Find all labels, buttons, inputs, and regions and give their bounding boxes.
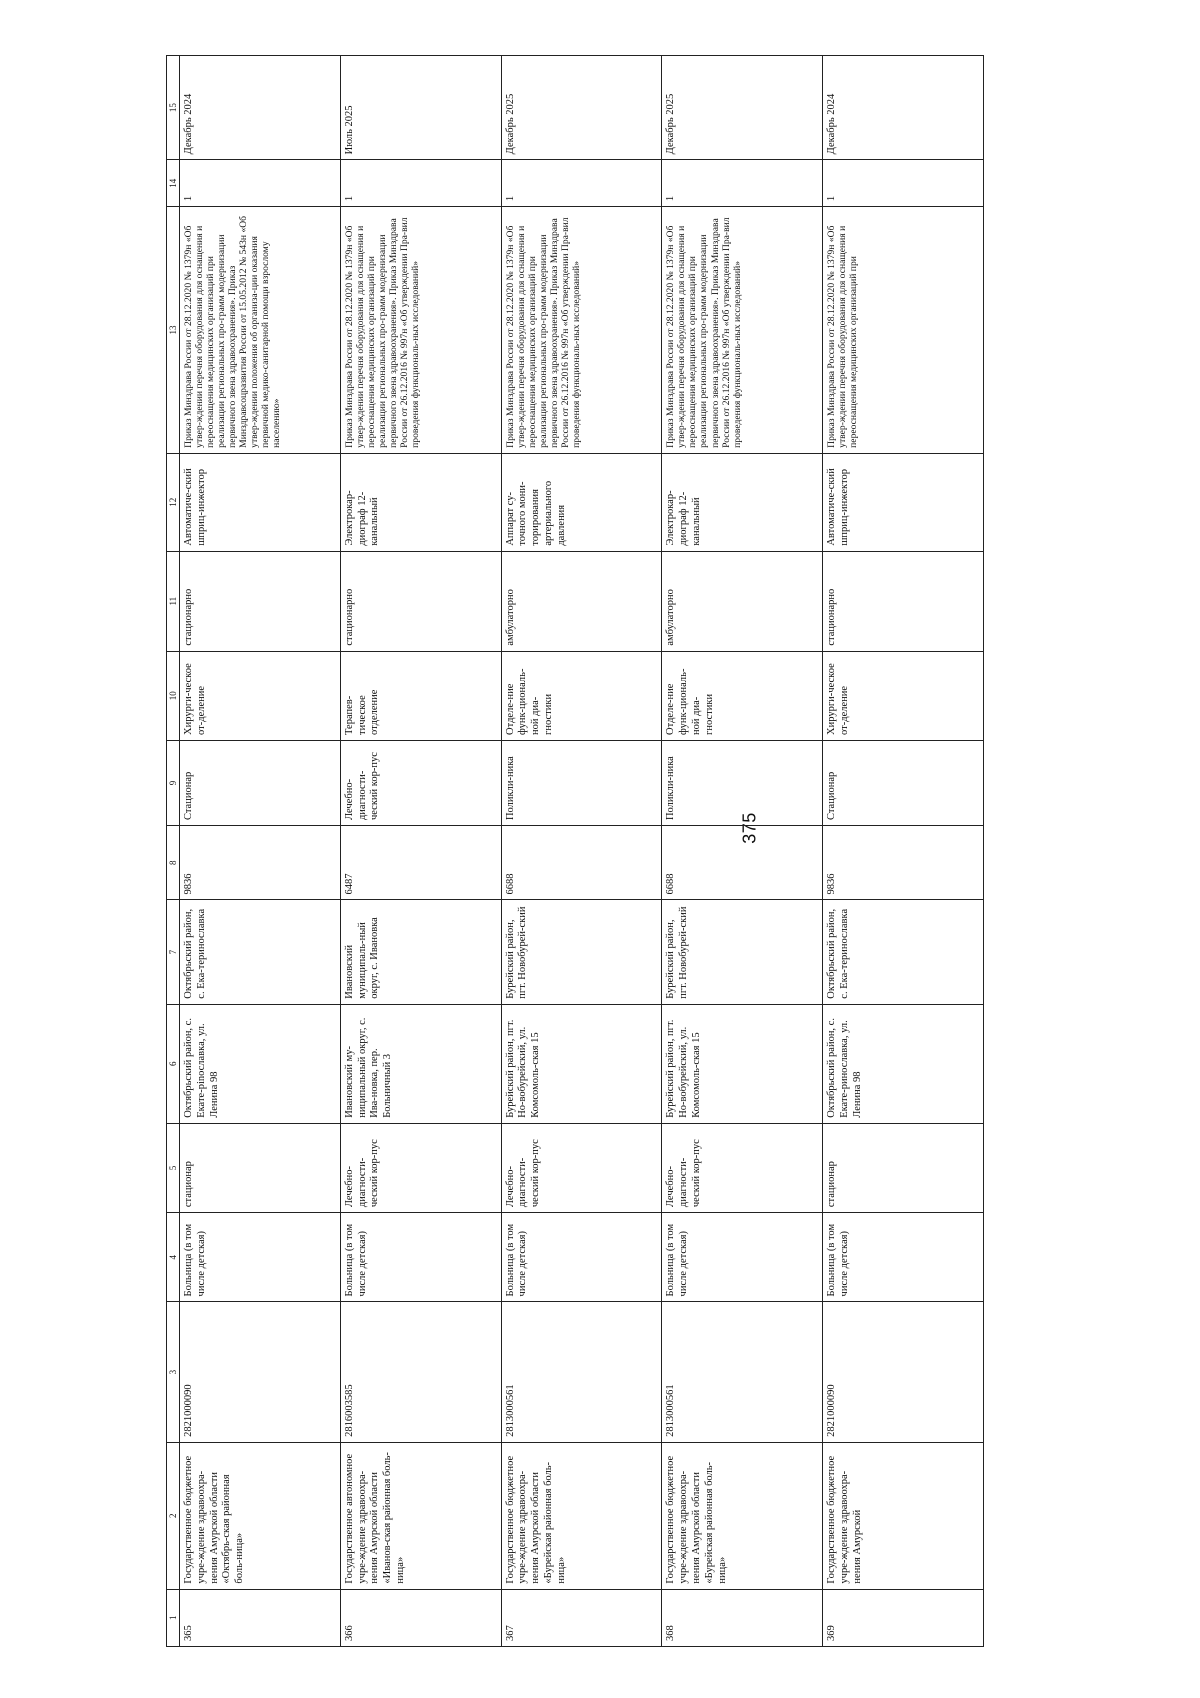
- facility-type-cell: Больница (в том числе детская): [501, 1213, 662, 1302]
- column-number: 4: [167, 1213, 180, 1302]
- column-number: 15: [167, 56, 180, 160]
- code-cell: 6487: [340, 826, 501, 900]
- area-cell: Октябрьский район, с. Ека-теринославка: [180, 900, 341, 1004]
- facility-type-cell: Больница (в том числе детская): [662, 1213, 823, 1302]
- column-number: 14: [167, 160, 180, 207]
- inn-cell: 2813000561: [501, 1302, 662, 1442]
- column-number: 12: [167, 453, 180, 551]
- quantity-cell: 1: [823, 160, 984, 207]
- column-number: 8: [167, 826, 180, 900]
- column-number: 3: [167, 1302, 180, 1442]
- inn-cell: 2813000561: [662, 1302, 823, 1442]
- building-cell: стационар: [180, 1123, 341, 1212]
- care-condition-cell: амбулаторно: [501, 551, 662, 651]
- area-cell: Ивановский муниципаль-ный округ, с. Ивановка: [340, 900, 501, 1004]
- building-cell: стационар: [823, 1123, 984, 1212]
- column-number: 2: [167, 1442, 180, 1589]
- column-number: 5: [167, 1123, 180, 1212]
- row-number-cell: 369: [823, 1589, 984, 1646]
- care-condition-cell: стационарно: [180, 551, 341, 651]
- column-number: 10: [167, 651, 180, 740]
- object-cell: Поликли-ника: [501, 740, 662, 825]
- address-cell: Октябрьский район, с. Екате-ринославка, ул. Ленина 98: [823, 1004, 984, 1123]
- department-cell: Отделе-ние функ-циональ-ной диа-гностики: [501, 651, 662, 740]
- page-number: 375: [739, 812, 760, 844]
- column-number: 6: [167, 1004, 180, 1123]
- facility-type-cell: Больница (в том числе детская): [180, 1213, 341, 1302]
- address-cell: Бурейский район, пгт. Но-вобурейский, ул. Комсомоль-ская 15: [662, 1004, 823, 1123]
- delivery-date-cell: Декабрь 2025: [501, 56, 662, 160]
- area-cell: Бурейский район, пгт. Новобурей-ский: [501, 900, 662, 1004]
- equipment-cell: Автоматиче-ский шприц-инжектор: [823, 453, 984, 551]
- object-cell: Лечебно-диагности-ческий кор-пус: [340, 740, 501, 825]
- equipment-cell: Электрокар-диограф 12-канальный: [662, 453, 823, 551]
- delivery-date-cell: Июль 2025: [340, 56, 501, 160]
- address-cell: Бурейский район, пгт. Но-вобурейский, ул. Комсомоль-ская 15: [501, 1004, 662, 1123]
- object-cell: Стационар: [823, 740, 984, 825]
- department-cell: Отделе-ние функ-циональ-ной диа-гностики: [662, 651, 823, 740]
- inn-cell: 2821000090: [180, 1302, 341, 1442]
- inn-cell: 2816003585: [340, 1302, 501, 1442]
- row-number-cell: 365: [180, 1589, 341, 1646]
- column-number: 11: [167, 551, 180, 651]
- delivery-date-cell: Декабрь 2024: [823, 56, 984, 160]
- code-cell: 9836: [180, 826, 341, 900]
- legal-basis-cell: Приказ Минздрава России от 28.12.2020 № 1379н «Об утвер-ждении перечня оборудования для оснащения и переоснащения медицинских организаций при: [823, 207, 984, 454]
- delivery-date-cell: Декабрь 2024: [180, 56, 341, 160]
- object-cell: Поликли-ника: [662, 740, 823, 825]
- row-number-cell: 366: [340, 1589, 501, 1646]
- care-condition-cell: стационарно: [340, 551, 501, 651]
- equipment-table: [166, 55, 984, 1647]
- table-row: [180, 56, 341, 1647]
- address-cell: Октябрьский район, с. Екате-рinославка, ул. Ленина 98: [180, 1004, 341, 1123]
- area-cell: Бурейский район, пгт. Новобурей-ский: [662, 900, 823, 1004]
- building-cell: Лечебно-диагности-ческий кор-пус: [662, 1123, 823, 1212]
- legal-basis-cell: Приказ Минздрава России от 28.12.2020 № 1379н «Об утвер-ждении перечня оборудования для оснащения и переоснащения медицинских организаций при реализации региональных про-грамм модернизации первичного звена здравоохранения». Приказ Минздрава России от 26.12.2016 № 997н «Об утверждении Пра-вил проведения функциональ-ных исследований»: [501, 207, 662, 454]
- legal-basis-cell: Приказ Минздрава России от 28.12.2020 № 1379н «Об утвер-ждении перечня оборудования для оснащения и переоснащения медицинских организаций при реализации региональных про-грамм модернизации первичного звена здравоохранения». Приказ Минздрава России от 26.12.2016 № 997н «Об утверждении Пра-вил проведения функциональ-ных исследований»: [662, 207, 823, 454]
- code-cell: 6688: [662, 826, 823, 900]
- area-cell: Октябрьский район, с. Ека-теринославка: [823, 900, 984, 1004]
- organization-cell: Государственное бюджетное учре-ждение здравоохра-нения Амурской области «Бурейская районная боль-ница»: [662, 1442, 823, 1589]
- department-cell: Терапев-тическое отделение: [340, 651, 501, 740]
- table-row: [662, 56, 823, 1647]
- care-condition-cell: амбулаторно: [662, 551, 823, 651]
- table-row: [501, 56, 662, 1647]
- quantity-cell: 1: [180, 160, 341, 207]
- column-number: 13: [167, 207, 180, 454]
- organization-cell: Государственное бюджетное учре-ждение здравоохра-нения Амурской области «Октябрь-ская районная боль-ница»: [180, 1442, 341, 1589]
- legal-basis-cell: Приказ Минздрава России от 28.12.2020 № 1379н «Об утвер-ждении перечня оборудования для оснащения и переоснащения медицинских организаций при реализации региональных про-грамм модернизации первичного звена здравоохранения». Приказ Минздравсоцразвития России от 15.05.2012 № 543н «Об утвер-ждении положения об организа-ции оказания первичной медико-санитарной помощи взрослому населению»: [180, 207, 341, 454]
- table-row: [340, 56, 501, 1647]
- rotated-table-wrapper: [166, 55, 984, 1647]
- code-cell: 6688: [501, 826, 662, 900]
- address-cell: Ивановский му-ниципальный округ, с. Ива-новка, пер. Больничный 3: [340, 1004, 501, 1123]
- department-cell: Хирурги-ческое от-деление: [180, 651, 341, 740]
- facility-type-cell: Больница (в том числе детская): [823, 1213, 984, 1302]
- column-number-row: [167, 56, 180, 1647]
- column-number: 9: [167, 740, 180, 825]
- equipment-cell: Аппарат су-точного мони-торирования артериального давления: [501, 453, 662, 551]
- equipment-cell: Электрокар-диограф 12-канальный: [340, 453, 501, 551]
- inn-cell: 2821000090: [823, 1302, 984, 1442]
- quantity-cell: 1: [501, 160, 662, 207]
- row-number-cell: 367: [501, 1589, 662, 1646]
- column-number: 1: [167, 1589, 180, 1646]
- facility-type-cell: Больница (в том числе детская): [340, 1213, 501, 1302]
- equipment-cell: Автоматиче-ский шприц-инжектор: [180, 453, 341, 551]
- code-cell: 9836: [823, 826, 984, 900]
- quantity-cell: 1: [662, 160, 823, 207]
- table-row: [823, 56, 984, 1647]
- building-cell: Лечебно-диагности-ческий кор-пус: [501, 1123, 662, 1212]
- organization-cell: Государственное автономное учре-ждение здравоохра-нения Амурской области «Иванов-ская районная боль-ница»: [340, 1442, 501, 1589]
- delivery-date-cell: Декабрь 2025: [662, 56, 823, 160]
- organization-cell: Государственное бюджетное учре-ждение здравоохра-нения Амурской: [823, 1442, 984, 1589]
- care-condition-cell: стационарно: [823, 551, 984, 651]
- organization-cell: Государственное бюджетное учре-ждение здравоохра-нения Амурской области «Бурейская районная боль-ница»: [501, 1442, 662, 1589]
- row-number-cell: 368: [662, 1589, 823, 1646]
- column-number: 7: [167, 900, 180, 1004]
- quantity-cell: 1: [340, 160, 501, 207]
- object-cell: Стационар: [180, 740, 341, 825]
- legal-basis-cell: Приказ Минздрава России от 28.12.2020 № 1379н «Об утвер-ждении перечня оборудования для оснащения и переоснащения медицинских организаций при реализации региональных про-грамм модернизации первичного звена здравоохранения». Приказ Минздрава России от 26.12.2016 № 997н «Об утверждении Пра-вил проведения функциональ-ных исследований»: [340, 207, 501, 454]
- department-cell: Хирурги-ческое от-деление: [823, 651, 984, 740]
- building-cell: Лечебно-диагности-ческий кор-пус: [340, 1123, 501, 1212]
